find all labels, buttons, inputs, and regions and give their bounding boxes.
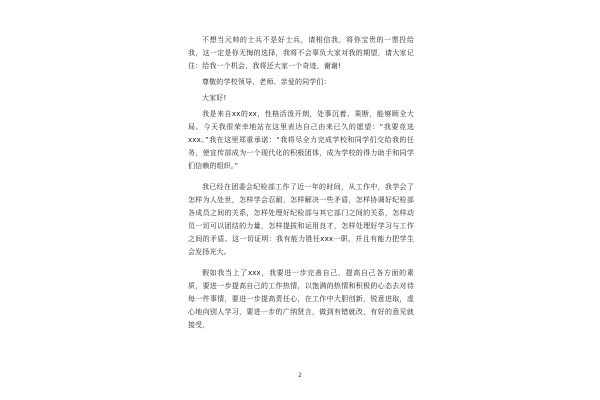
paragraph-salutation: 尊敬的学校领导、老师、亲爱的同学们： (202, 78, 331, 86)
document-body (188, 34, 414, 332)
paragraph-greeting: 大家好! (202, 94, 227, 102)
page-number: 2 (298, 372, 302, 379)
paragraph-introduction: 我是来自xx的xx，性格活泼开朗，处事沉着、果断，能够顾全大局。今天我很荣幸地站在这里表达自己由来已久的愿望：“我要竞选xxx。”我在这里郑重承诺：“我将尽全力完成学校和同学们交给我的任务，使宣传部成为一个现代化的积极团体，成为学校的得力助手和同学们信赖的组织。” (188, 110, 414, 170)
paragraph-plans: 假如我当上了xxx，我要进一步完善自己，提高自己各方面的素质，要进一步提高自己的工作热情，以饱满的热情和积极的心态去对待每一件事情，要进一步提高责任心，在工作中大胆创新，锐意进取，虚心地向别人学习，要进一步的广纳贤言，做到有错就改，有好的意见就接受， (188, 269, 414, 329)
paragraph-experience: 我已经在团委会纪检部工作了近一年的时间，从工作中，我学会了怎样为人处世，怎样学会忍耐，怎样解决一些矛盾，怎样协调好纪检部各成员之间的关系，怎样处理好纪检部与其它部门之间的关系，怎样动员一切可以团结的力量，怎样提拔和运用良才，怎样处理好学习与工作之间的矛盾。这一切证明：我有能力胜任xxx一职，并且有能力把学生会发扬光大。 (188, 183, 414, 256)
paragraph-closing-appeal: 不想当元帅的士兵不是好士兵，请相信我，将你宝贵的一票投给我，这一定是你无悔的选择，我将不会辜负大家对我的期望，请大家记住：给我一个机会，我将还大家一个奇迹，谢谢! (188, 36, 414, 70)
